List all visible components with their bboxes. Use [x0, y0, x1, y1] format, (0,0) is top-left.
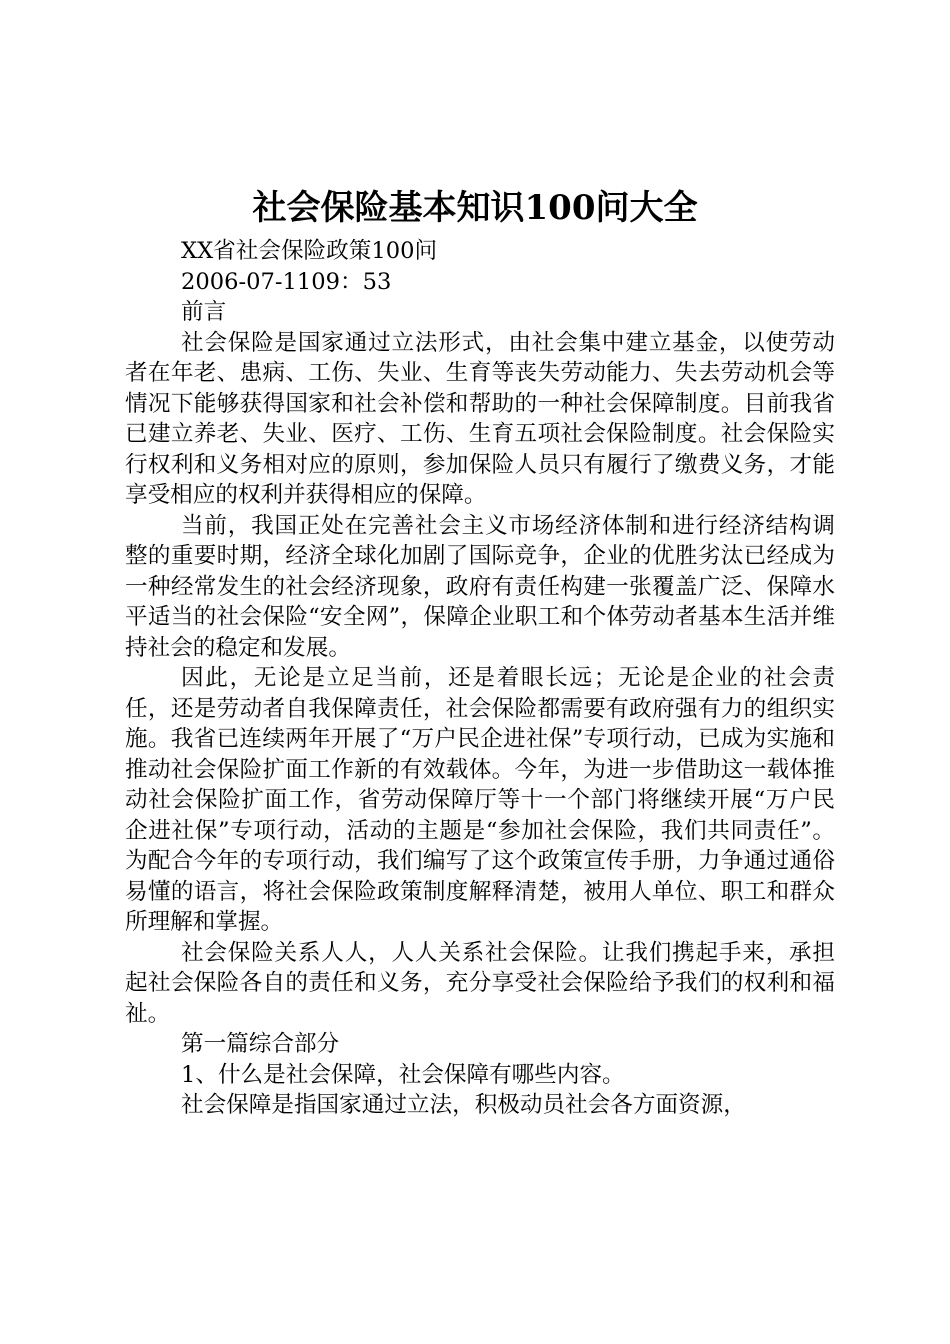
document-subtitle: XX省社会保险政策100问	[181, 238, 438, 264]
publish-datetime: 2006-07-1109：53	[181, 268, 392, 295]
answer-paragraph: 社会保障是指国家通过立法，积极动员社会各方面资源，	[181, 1092, 746, 1118]
paragraph: 社会保险关系人人，人人关系社会保险。让我们携起手来，承担起社会保险各自的责任和义务，充分享受社会保险给予我们的权利和福祉。	[125, 939, 835, 1027]
paragraph: 因此，无论是立足当前，还是着眼长远；无论是企业的社会责任，还是劳动者自我保障责任，社会保险都需要有政府强有力的组织实施。我省已连续两年开展了“万户民企进社保”专项行动，已成为实施和推动社会保险扩面工作新的有效载体。今年，为进一步借助这一载体推动社会保险扩面工作，省劳动保障厅等十一个部门将继续开展“万户民企进社保”专项行动，活动的主题是“参加社会保险，我们共同责任”。为配合今年的专项行动，我们编写了这个政策宣传手册，力争通过通俗易懂的语言，将社会保险政策制度解释清楚，被用人单位、职工和群众所理解和掌握。	[125, 665, 835, 935]
question-heading: 1、什么是社会保障，社会保障有哪些内容。	[181, 1061, 625, 1088]
preface-heading: 前言	[181, 299, 227, 325]
section-heading: 第一篇综合部分	[181, 1031, 340, 1057]
document-body	[125, 236, 835, 1121]
paragraph: 当前，我国正处在完善社会主义市场经济体制和进行经济结构调整的重要时期，经济全球化加剧了国际竞争，企业的优胜劣汰已经成为一种经常发生的社会经济现象，政府有责任构建一张覆盖广泛、保障水平适当的社会保险“安全网”，保障企业职工和个体劳动者基本生活并维持社会的稳定和发展。	[125, 512, 835, 661]
document-title: 社会保险基本知识100问大全	[252, 188, 698, 228]
paragraph: 社会保险是国家通过立法形式，由社会集中建立基金，以使劳动者在年老、患病、工伤、失业、生育等丧失劳动能力、失去劳动机会等情况下能够获得国家和社会补偿和帮助的一种社会保障制度。目前我省已建立养老、失业、医疗、工伤、生育五项社会保险制度。社会保险实行权利和义务相对应的原则，参加保险人员只有履行了缴费义务，才能享受相应的权利并获得相应的保障。	[125, 329, 835, 508]
